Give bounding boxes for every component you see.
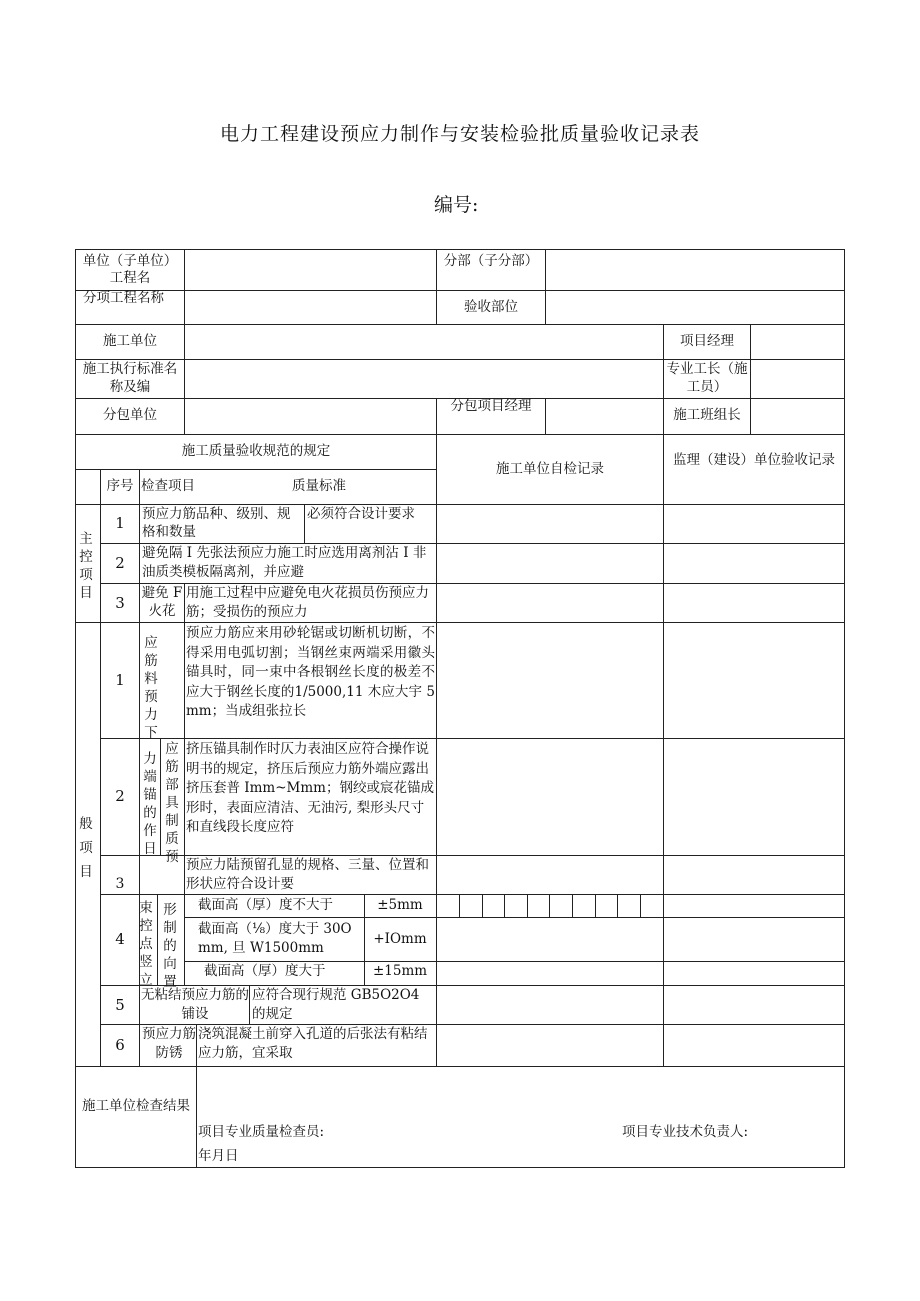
general-row-3-standard: 预应力陆预留孔显的规格、三量、位置和形状应符合设计要: [186, 857, 429, 892]
general-row-5-standard: 应符合现行规范 GB5O2O4 的规定: [252, 987, 420, 1022]
general-row-4-sub-3-tol: ±15mm: [372, 963, 428, 979]
self-check-header: 施工单位自检记录: [496, 461, 604, 477]
foreman-label: 专业工长（施工员）: [666, 361, 748, 395]
general-row-4-item-b: 形制的向置: [163, 902, 177, 990]
general-row-1-standard: 预应力筋应来用砂轮锯或切断机切断，不得采用电弧切割；当钢丝束两端采用徽头锚具时，同一束中各根钢丝长度的极差不应大于钢丝长度的1/5000,11 木应大宇 5mm；当成组张拉长: [186, 625, 435, 719]
subcontract-manager-label: 分包项目经理: [450, 398, 532, 414]
seq-header: 序号: [106, 478, 134, 494]
supervision-header: 监理（建设）单位验收记录: [673, 452, 835, 468]
item-header: 检查项目: [141, 478, 195, 494]
main-section-label: 主控项目: [79, 531, 93, 601]
sub-item-name-label: 分项工程名称: [83, 290, 164, 306]
general-row-2-standard: 挤压锚具制作时仄力表油区应符合操作说明书的规定，挤压后预应力筋外端应露出挤压套普 Imm~Mmm；钢绞或宸花锚成形时，表面应清洁、无油污, 梨形头尺寸和直线段长度应符: [186, 741, 434, 835]
main-row-1-item: 预应力筋品种、级别、规格和数量: [142, 506, 291, 540]
general-section-label: 般项目: [79, 816, 93, 880]
construction-unit-label: 施工单位: [103, 333, 157, 349]
form-number-label: 编号:: [434, 194, 479, 216]
standard-header: 质量标准: [292, 478, 346, 494]
main-row-1-no: 1: [115, 514, 125, 532]
general-row-6-item: 预应力筋防锈: [142, 1026, 196, 1061]
general-row-2-item-b: 应筋部具制质预: [165, 741, 179, 865]
general-row-4-sub-2-desc: 截面高（⅛）度大于 30Omm, 旦 W1500mm: [198, 921, 352, 956]
general-row-6-standard: 浇筑混凝土前穿入孔道的后张法有粘结应力筋，宜采取: [198, 1026, 428, 1061]
general-row-1-no: 1: [115, 671, 125, 689]
general-row-4-sub-3-desc: 截面高（厚）度大于: [204, 963, 326, 979]
general-row-4-no: 4: [115, 930, 125, 948]
general-row-4-sub-1-tol: ±5mm: [377, 897, 423, 913]
division-label: 分部（子分部）: [443, 253, 539, 269]
general-row-5-no: 5: [115, 996, 125, 1014]
general-row-4-item-a: 束控点竖立: [139, 900, 153, 988]
general-row-3-no: 3: [115, 876, 125, 892]
check-result-label: 施工单位检查结果: [82, 1098, 190, 1114]
general-row-4-sub-2-tol: +IOmm: [373, 931, 427, 947]
general-row-2-item-a: 力端锚的作日: [143, 751, 157, 857]
main-row-2-no: 2: [115, 554, 125, 572]
main-row-3-no: 3: [115, 594, 125, 612]
main-row-2-text: 避免隔 I 先张法预应力施工时应选用离剂沾 I 非油质类模板隔离剂，并应避: [142, 545, 427, 580]
general-row-1-item: 应筋料预力下: [144, 635, 158, 741]
date-label: 年月日: [198, 1148, 239, 1164]
unit-project-label: 单位（子单位）工程名: [82, 253, 178, 286]
main-row-1-standard: 必须符合设计要求: [307, 506, 415, 522]
general-row-6-no: 6: [115, 1036, 125, 1054]
form-title: 电力工程建设预应力制作与安装检验批质量验收记录表: [219, 123, 700, 145]
general-row-2-no: 2: [115, 787, 125, 805]
subcontract-unit-label: 分包单位: [103, 407, 157, 423]
tech-leader-label: 项目专业技术负责人:: [622, 1124, 749, 1140]
general-row-4-sub-1-desc: 截面高（厚）度不大于: [198, 897, 333, 913]
acceptance-part-label: 验收部位: [464, 299, 518, 315]
general-row-5-item: 无粘结预应力筋的铺设: [141, 987, 249, 1022]
team-leader-label: 施工班组长: [673, 407, 741, 423]
project-manager-label: 项目经理: [680, 333, 734, 349]
main-row-3-standard: 用施工过程中应避免电火花损员伤预应力筋；受损伤的预应力: [186, 585, 429, 620]
spec-header: 施工质量验收规范的规定: [181, 443, 331, 459]
inspector-label: 项目专业质量检查员:: [198, 1124, 325, 1140]
standard-label: 施工执行标准名称及编: [82, 361, 178, 395]
main-row-3-item: 避免 F 火花: [141, 585, 183, 619]
